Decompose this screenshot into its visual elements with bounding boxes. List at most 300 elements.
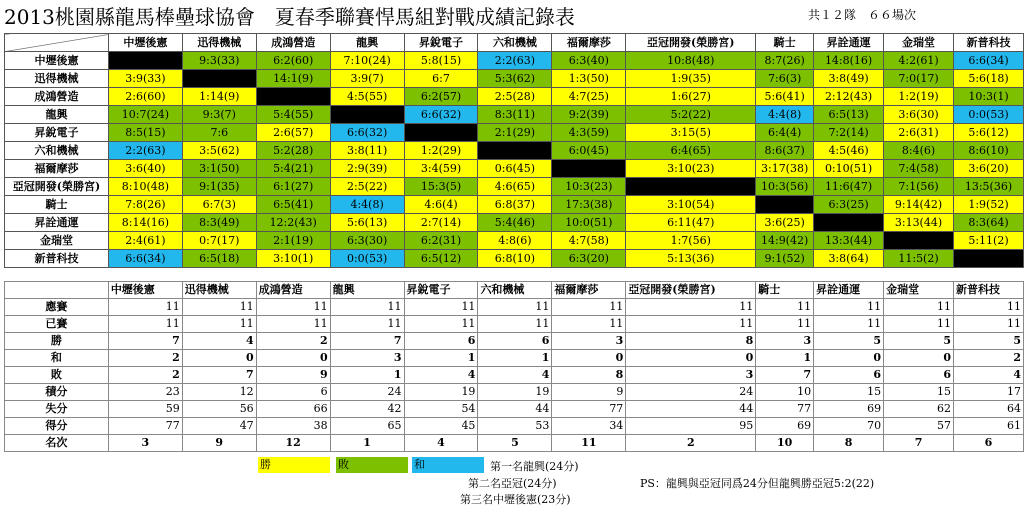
match-count: 共１２隊 ６６場次 <box>808 8 917 22</box>
row-header-team: 迅得機械 <box>5 70 109 88</box>
match-result-cell: 1:14(9) <box>182 88 256 106</box>
match-result-cell: 7:1(56) <box>884 178 954 196</box>
stat-value: 11 <box>814 316 884 333</box>
match-result-cell: 2:12(43) <box>814 88 884 106</box>
match-result-cell: 6:6(32) <box>404 106 478 124</box>
match-result-cell: 5:2(28) <box>256 142 330 160</box>
stat-label: 勝 <box>5 333 109 350</box>
match-result-cell: 3:8(64) <box>814 250 884 268</box>
self-match-cell <box>404 124 478 142</box>
stat-value: 0 <box>814 350 884 367</box>
rank-value: 5 <box>478 435 552 452</box>
match-result-cell: 2:1(29) <box>478 124 552 142</box>
match-result-cell: 8:3(49) <box>182 214 256 232</box>
match-result-cell: 3:9(7) <box>330 70 404 88</box>
stat-value: 11 <box>756 299 814 316</box>
column-header-team: 中壢後憲 <box>108 34 182 52</box>
match-result-cell: 13:5(36) <box>953 178 1023 196</box>
match-result-cell: 5:11(2) <box>953 232 1023 250</box>
match-result-cell: 5:6(41) <box>756 88 814 106</box>
team-row <box>5 70 1024 88</box>
standings-column-header: 金瑞堂 <box>884 282 954 299</box>
team-row <box>5 124 1024 142</box>
match-result-cell: 6:4(65) <box>626 142 756 160</box>
column-header-team: 金瑞堂 <box>884 34 954 52</box>
standings-corner-cell <box>5 282 109 299</box>
self-match-cell <box>478 142 552 160</box>
row-header-team: 昇銳電子 <box>5 124 109 142</box>
stat-value: 47 <box>182 418 256 435</box>
stat-row <box>5 333 1024 350</box>
match-result-cell: 5:3(62) <box>478 70 552 88</box>
stat-value: 17 <box>954 384 1024 401</box>
stat-value: 10 <box>756 384 814 401</box>
stat-value: 11 <box>404 299 478 316</box>
column-header-team: 龍興 <box>330 34 404 52</box>
page-title: 2013桃園縣龍馬棒壘球協會 夏春季聯賽悍馬組對戰成績記錄表 <box>4 5 575 29</box>
stat-label: 積分 <box>5 384 109 401</box>
row-header-team: 新普科技 <box>5 250 109 268</box>
match-result-cell: 12:2(43) <box>256 214 330 232</box>
match-result-cell: 3:1(50) <box>182 160 256 178</box>
column-header-team: 新普科技 <box>953 34 1023 52</box>
stat-value: 11 <box>330 299 404 316</box>
match-result-cell: 3:8(49) <box>814 70 884 88</box>
match-result-cell: 4:7(58) <box>552 232 626 250</box>
match-result-cell: 6:5(41) <box>256 196 330 214</box>
stat-value: 0 <box>626 350 756 367</box>
stat-row <box>5 367 1024 384</box>
match-result-cell: 6:5(13) <box>814 106 884 124</box>
match-result-cell: 3:4(59) <box>404 160 478 178</box>
standings-table <box>4 281 1024 452</box>
match-result-cell: 6:5(12) <box>404 250 478 268</box>
stat-value: 4 <box>954 367 1024 384</box>
match-result-cell: 1:3(50) <box>552 70 626 88</box>
match-result-cell: 4:6(4) <box>404 196 478 214</box>
self-match-cell <box>552 160 626 178</box>
match-result-cell: 10:7(24) <box>108 106 182 124</box>
stat-value: 11 <box>478 316 552 333</box>
match-result-cell: 3:10(23) <box>626 160 756 178</box>
match-result-cell: 7:4(58) <box>884 160 954 178</box>
match-result-cell: 5:8(15) <box>404 52 478 70</box>
match-result-cell: 13:3(44) <box>814 232 884 250</box>
stat-value: 19 <box>404 384 478 401</box>
stat-value: 7 <box>756 367 814 384</box>
rank-value: 1 <box>330 435 404 452</box>
match-result-cell: 14:8(16) <box>814 52 884 70</box>
column-header-team: 騎士 <box>756 34 814 52</box>
match-result-cell: 2:9(39) <box>330 160 404 178</box>
row-header-team: 昇詮通運 <box>5 214 109 232</box>
stat-value: 64 <box>954 401 1024 418</box>
stat-value: 11 <box>256 316 330 333</box>
self-match-cell <box>814 214 884 232</box>
match-result-cell: 3:6(40) <box>108 160 182 178</box>
stat-value: 11 <box>552 316 626 333</box>
match-result-cell: 3:5(62) <box>182 142 256 160</box>
team-row <box>5 142 1024 160</box>
stat-value: 11 <box>954 316 1024 333</box>
stat-value: 11 <box>626 316 756 333</box>
match-result-cell: 8:6(10) <box>953 142 1023 160</box>
match-result-cell: 7:10(24) <box>330 52 404 70</box>
column-header-team: 迅得機械 <box>182 34 256 52</box>
self-match-cell <box>884 232 954 250</box>
stat-label: 失分 <box>5 401 109 418</box>
match-result-cell: 8:10(48) <box>108 178 182 196</box>
standings-column-header: 騎士 <box>756 282 814 299</box>
match-result-cell: 6:1(27) <box>256 178 330 196</box>
stat-value: 5 <box>884 333 954 350</box>
match-result-cell: 6:3(40) <box>552 52 626 70</box>
rank-value: 10 <box>756 435 814 452</box>
stat-value: 15 <box>884 384 954 401</box>
match-result-cell: 11:6(47) <box>814 178 884 196</box>
match-result-cell: 0:10(51) <box>814 160 884 178</box>
stat-value: 38 <box>256 418 330 435</box>
stat-row <box>5 350 1024 367</box>
match-result-cell: 1:7(56) <box>626 232 756 250</box>
stat-value: 2 <box>108 367 182 384</box>
stat-value: 5 <box>954 333 1024 350</box>
stat-value: 42 <box>330 401 404 418</box>
rank-value: 8 <box>814 435 884 452</box>
match-result-cell: 3:8(11) <box>330 142 404 160</box>
stat-value: 11 <box>814 299 884 316</box>
stat-value: 12 <box>182 384 256 401</box>
match-result-cell: 7:6(3) <box>756 70 814 88</box>
rank-value: 6 <box>954 435 1024 452</box>
stat-value: 66 <box>256 401 330 418</box>
match-result-cell: 5:6(12) <box>953 124 1023 142</box>
standings-column-header: 六和機械 <box>478 282 552 299</box>
stat-value: 11 <box>954 299 1024 316</box>
match-result-cell: 2:5(28) <box>478 88 552 106</box>
row-header-team: 金瑞堂 <box>5 232 109 250</box>
match-result-cell: 14:1(9) <box>256 70 330 88</box>
match-result-cell: 4:5(55) <box>330 88 404 106</box>
stat-value: 6 <box>256 384 330 401</box>
stat-label: 得分 <box>5 418 109 435</box>
match-result-cell: 1:9(35) <box>626 70 756 88</box>
match-result-cell: 1:2(19) <box>884 88 954 106</box>
stat-label: 敗 <box>5 367 109 384</box>
stat-row <box>5 418 1024 435</box>
match-result-cell: 11:5(2) <box>884 250 954 268</box>
match-result-cell: 2:6(57) <box>256 124 330 142</box>
stat-value: 1 <box>330 367 404 384</box>
match-result-cell: 7:2(14) <box>814 124 884 142</box>
match-result-cell: 8:4(6) <box>884 142 954 160</box>
match-result-cell: 6:7 <box>404 70 478 88</box>
match-result-cell: 7:0(17) <box>884 70 954 88</box>
rank-value: 12 <box>256 435 330 452</box>
match-result-cell: 2:4(61) <box>108 232 182 250</box>
match-result-cell: 14:9(42) <box>756 232 814 250</box>
stat-row <box>5 299 1024 316</box>
column-header-team: 福爾摩莎 <box>552 34 626 52</box>
stat-value: 11 <box>108 299 182 316</box>
match-result-cell: 6:3(30) <box>330 232 404 250</box>
team-row <box>5 52 1024 70</box>
stat-label: 和 <box>5 350 109 367</box>
stat-value: 7 <box>330 333 404 350</box>
row-header-team: 中壢後憲 <box>5 52 109 70</box>
stat-value: 8 <box>552 367 626 384</box>
stat-value: 34 <box>552 418 626 435</box>
stat-row <box>5 316 1024 333</box>
stat-value: 95 <box>626 418 756 435</box>
match-result-cell: 7:6 <box>182 124 256 142</box>
match-result-cell: 5:6(18) <box>953 70 1023 88</box>
stat-value: 3 <box>626 367 756 384</box>
match-result-cell: 3:6(30) <box>884 106 954 124</box>
stat-value: 0 <box>256 350 330 367</box>
self-match-cell <box>626 178 756 196</box>
match-result-cell: 2:1(19) <box>256 232 330 250</box>
stat-value: 77 <box>552 401 626 418</box>
team-row <box>5 106 1024 124</box>
stat-value: 19 <box>478 384 552 401</box>
match-result-cell: 2:5(22) <box>330 178 404 196</box>
match-result-cell: 3:13(44) <box>884 214 954 232</box>
stat-value: 44 <box>478 401 552 418</box>
team-row <box>5 160 1024 178</box>
stat-value: 1 <box>478 350 552 367</box>
rank-value: 7 <box>884 435 954 452</box>
stat-value: 7 <box>108 333 182 350</box>
team-row <box>5 196 1024 214</box>
stat-value: 11 <box>256 299 330 316</box>
stat-value: 11 <box>182 316 256 333</box>
legend-lose: 敗 <box>336 457 408 473</box>
match-result-cell: 1:6(27) <box>626 88 756 106</box>
match-result-cell: 5:4(55) <box>256 106 330 124</box>
standings-column-header: 龍興 <box>330 282 404 299</box>
column-header-team: 六和機械 <box>478 34 552 52</box>
stat-value: 3 <box>330 350 404 367</box>
stat-value: 9 <box>552 384 626 401</box>
match-result-cell: 6:6(32) <box>330 124 404 142</box>
match-result-cell: 0:0(53) <box>330 250 404 268</box>
match-result-cell: 7:8(26) <box>108 196 182 214</box>
stat-value: 3 <box>552 333 626 350</box>
head-to-head-grid <box>4 33 1024 268</box>
match-result-cell: 4:7(25) <box>552 88 626 106</box>
match-result-cell: 5:2(22) <box>626 106 756 124</box>
stat-value: 23 <box>108 384 182 401</box>
stat-value: 77 <box>108 418 182 435</box>
row-header-team: 亞冠開發(榮勝宮) <box>5 178 109 196</box>
stat-row <box>5 401 1024 418</box>
stat-value: 6 <box>478 333 552 350</box>
stat-value: 0 <box>552 350 626 367</box>
standings-column-header: 迅得機械 <box>182 282 256 299</box>
stat-value: 11 <box>330 316 404 333</box>
stat-value: 11 <box>108 316 182 333</box>
row-header-team: 六和機械 <box>5 142 109 160</box>
stat-value: 9 <box>256 367 330 384</box>
match-result-cell: 2:6(31) <box>884 124 954 142</box>
match-result-cell: 10:0(51) <box>552 214 626 232</box>
rank-label: 名次 <box>5 435 109 452</box>
match-result-cell: 0:6(45) <box>478 160 552 178</box>
standings-column-header: 昇銳電子 <box>404 282 478 299</box>
row-header-team: 龍興 <box>5 106 109 124</box>
match-result-cell: 0:7(17) <box>182 232 256 250</box>
match-result-cell: 3:17(38) <box>756 160 814 178</box>
match-result-cell: 6:2(60) <box>256 52 330 70</box>
stat-value: 3 <box>756 333 814 350</box>
stat-value: 11 <box>552 299 626 316</box>
stat-value: 69 <box>756 418 814 435</box>
match-result-cell: 5:4(46) <box>478 214 552 232</box>
match-result-cell: 9:14(42) <box>884 196 954 214</box>
stat-value: 4 <box>404 367 478 384</box>
team-row <box>5 232 1024 250</box>
match-result-cell: 3:10(54) <box>626 196 756 214</box>
standings-column-header: 昇詮通運 <box>814 282 884 299</box>
stat-value: 11 <box>478 299 552 316</box>
match-result-cell: 9:3(7) <box>182 106 256 124</box>
stat-value: 24 <box>330 384 404 401</box>
self-match-cell <box>330 106 404 124</box>
column-header-team: 成鴻營造 <box>256 34 330 52</box>
match-result-cell: 15:3(5) <box>404 178 478 196</box>
self-match-cell <box>108 52 182 70</box>
stat-value: 61 <box>954 418 1024 435</box>
team-row <box>5 178 1024 196</box>
match-result-cell: 1:2(29) <box>404 142 478 160</box>
rank-value: 2 <box>626 435 756 452</box>
standings-column-header: 新普科技 <box>954 282 1024 299</box>
match-result-cell: 9:1(35) <box>182 178 256 196</box>
note-ps: PS：龍興與亞冠同爲24分但龍興勝亞冠5:2(22) <box>640 477 875 490</box>
stat-value: 70 <box>814 418 884 435</box>
match-result-cell: 10:3(56) <box>756 178 814 196</box>
stat-value: 4 <box>478 367 552 384</box>
stat-value: 53 <box>478 418 552 435</box>
match-result-cell: 8:5(15) <box>108 124 182 142</box>
stat-value: 11 <box>182 299 256 316</box>
standings-column-header: 中壢後憲 <box>108 282 182 299</box>
match-result-cell: 8:3(64) <box>953 214 1023 232</box>
match-result-cell: 4:8(6) <box>478 232 552 250</box>
stat-value: 0 <box>884 350 954 367</box>
match-result-cell: 8:3(11) <box>478 106 552 124</box>
match-result-cell: 6:8(37) <box>478 196 552 214</box>
match-result-cell: 4:4(8) <box>756 106 814 124</box>
stat-value: 8 <box>626 333 756 350</box>
match-result-cell: 10:3(23) <box>552 178 626 196</box>
stat-value: 69 <box>814 401 884 418</box>
stat-value: 65 <box>330 418 404 435</box>
stat-value: 45 <box>404 418 478 435</box>
stat-value: 7 <box>182 367 256 384</box>
match-result-cell: 10:8(48) <box>626 52 756 70</box>
match-result-cell: 4:2(61) <box>884 52 954 70</box>
stat-value: 11 <box>626 299 756 316</box>
stat-value: 11 <box>884 299 954 316</box>
stat-value: 44 <box>626 401 756 418</box>
match-result-cell: 3:10(1) <box>256 250 330 268</box>
stat-label: 應賽 <box>5 299 109 316</box>
stat-value: 11 <box>756 316 814 333</box>
column-header-team: 昇詮通運 <box>814 34 884 52</box>
match-result-cell: 8:6(37) <box>756 142 814 160</box>
stat-value: 2 <box>954 350 1024 367</box>
standings-column-header: 亞冠開發(榮勝宮) <box>626 282 756 299</box>
stat-value: 2 <box>256 333 330 350</box>
stat-value: 6 <box>404 333 478 350</box>
match-result-cell: 6:2(31) <box>404 232 478 250</box>
corner-cell <box>5 34 109 52</box>
match-result-cell: 10:3(1) <box>953 88 1023 106</box>
match-result-cell: 17:3(38) <box>552 196 626 214</box>
note-first-place: 第一名龍興(24分) <box>490 460 579 473</box>
row-header-team: 成鴻營造 <box>5 88 109 106</box>
match-result-cell: 2:7(14) <box>404 214 478 232</box>
match-result-cell: 6:6(34) <box>108 250 182 268</box>
stat-value: 2 <box>108 350 182 367</box>
match-result-cell: 4:5(46) <box>814 142 884 160</box>
match-result-cell: 3:15(5) <box>626 124 756 142</box>
stat-row <box>5 384 1024 401</box>
match-result-cell: 5:4(21) <box>256 160 330 178</box>
stat-value: 56 <box>182 401 256 418</box>
match-result-cell: 5:13(36) <box>626 250 756 268</box>
match-result-cell: 2:6(60) <box>108 88 182 106</box>
match-result-cell: 6:4(4) <box>756 124 814 142</box>
match-result-cell: 9:2(39) <box>552 106 626 124</box>
stat-value: 62 <box>884 401 954 418</box>
stat-label: 已賽 <box>5 316 109 333</box>
rank-value: 11 <box>552 435 626 452</box>
self-match-cell <box>953 250 1023 268</box>
match-result-cell: 8:14(16) <box>108 214 182 232</box>
row-header-team: 福爾摩莎 <box>5 160 109 178</box>
match-result-cell: 6:11(47) <box>626 214 756 232</box>
stat-value: 11 <box>884 316 954 333</box>
stat-value: 15 <box>814 384 884 401</box>
match-result-cell: 6:2(57) <box>404 88 478 106</box>
stat-value: 1 <box>404 350 478 367</box>
match-result-cell: 0:0(53) <box>953 106 1023 124</box>
match-result-cell: 9:3(33) <box>182 52 256 70</box>
stat-value: 59 <box>108 401 182 418</box>
match-result-cell: 6:8(10) <box>478 250 552 268</box>
stat-value: 4 <box>182 333 256 350</box>
legend-tie: 和 <box>412 457 484 473</box>
rank-row <box>5 435 1024 452</box>
match-result-cell: 5:6(13) <box>330 214 404 232</box>
match-result-cell: 2:2(63) <box>108 142 182 160</box>
stat-value: 11 <box>404 316 478 333</box>
match-result-cell: 6:3(20) <box>552 250 626 268</box>
stat-value: 1 <box>756 350 814 367</box>
stat-value: 54 <box>404 401 478 418</box>
match-result-cell: 9:1(52) <box>756 250 814 268</box>
self-match-cell <box>256 88 330 106</box>
standings-column-header: 成鴻營造 <box>256 282 330 299</box>
match-result-cell: 6:7(3) <box>182 196 256 214</box>
rank-value: 4 <box>404 435 478 452</box>
stat-value: 24 <box>626 384 756 401</box>
team-row <box>5 214 1024 232</box>
match-result-cell: 3:9(33) <box>108 70 182 88</box>
